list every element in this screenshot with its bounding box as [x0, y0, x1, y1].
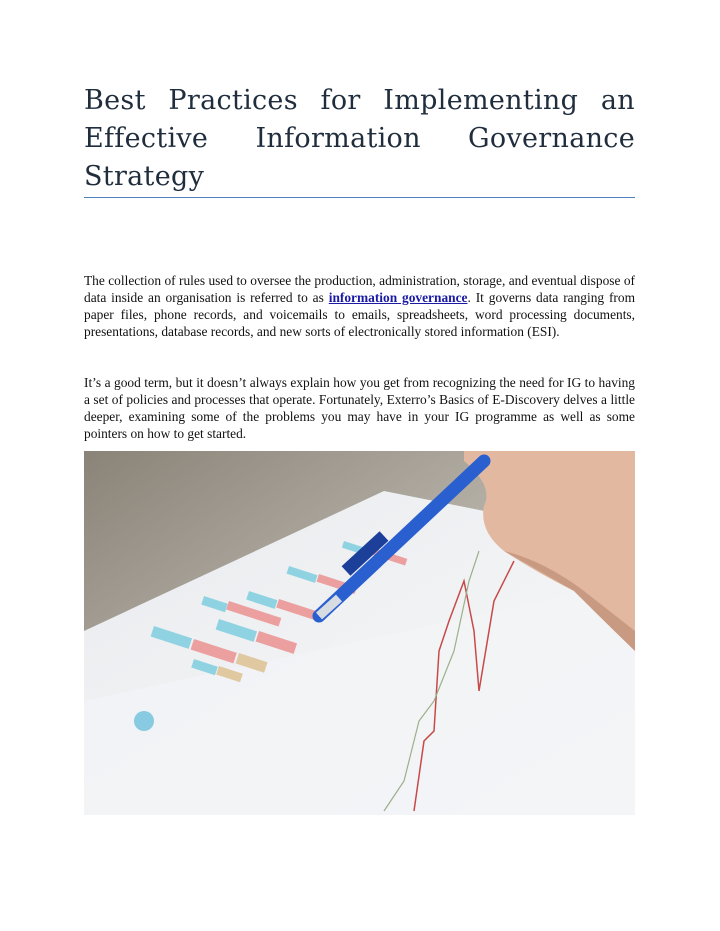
- page-title: Best Practices for Implementing an Effective Information Governance Strategy: [84, 85, 635, 192]
- second-paragraph: It’s a good term, but it doesn’t always explain how you get from recognizing the need for IG to having a set of policies and processes that operate. Fortunately, Exterro’s Basics of E-Discovery delves a little deeper, examining some of the problems you may have in your IG programme as well as some pointers on how to get started.: [84, 375, 635, 441]
- intro-paragraph: [84, 272, 635, 340]
- intro-text-start: The collection of rules used to oversee the production, administration, storage, and eventual dispose of data inside an organisation is referred to as: [84, 273, 635, 305]
- information-governance-link[interactable]: information governance: [328, 290, 468, 305]
- intro-text-end: . It governs data ranging from paper files, phone records, and voicemails to emails, spreadsheets, word processing documents, presentations, database records, and new sorts of electronically stored information (ESI).: [84, 290, 635, 339]
- title-divider: [84, 197, 635, 198]
- hand-with-pen-over-charts-photo: [84, 451, 635, 815]
